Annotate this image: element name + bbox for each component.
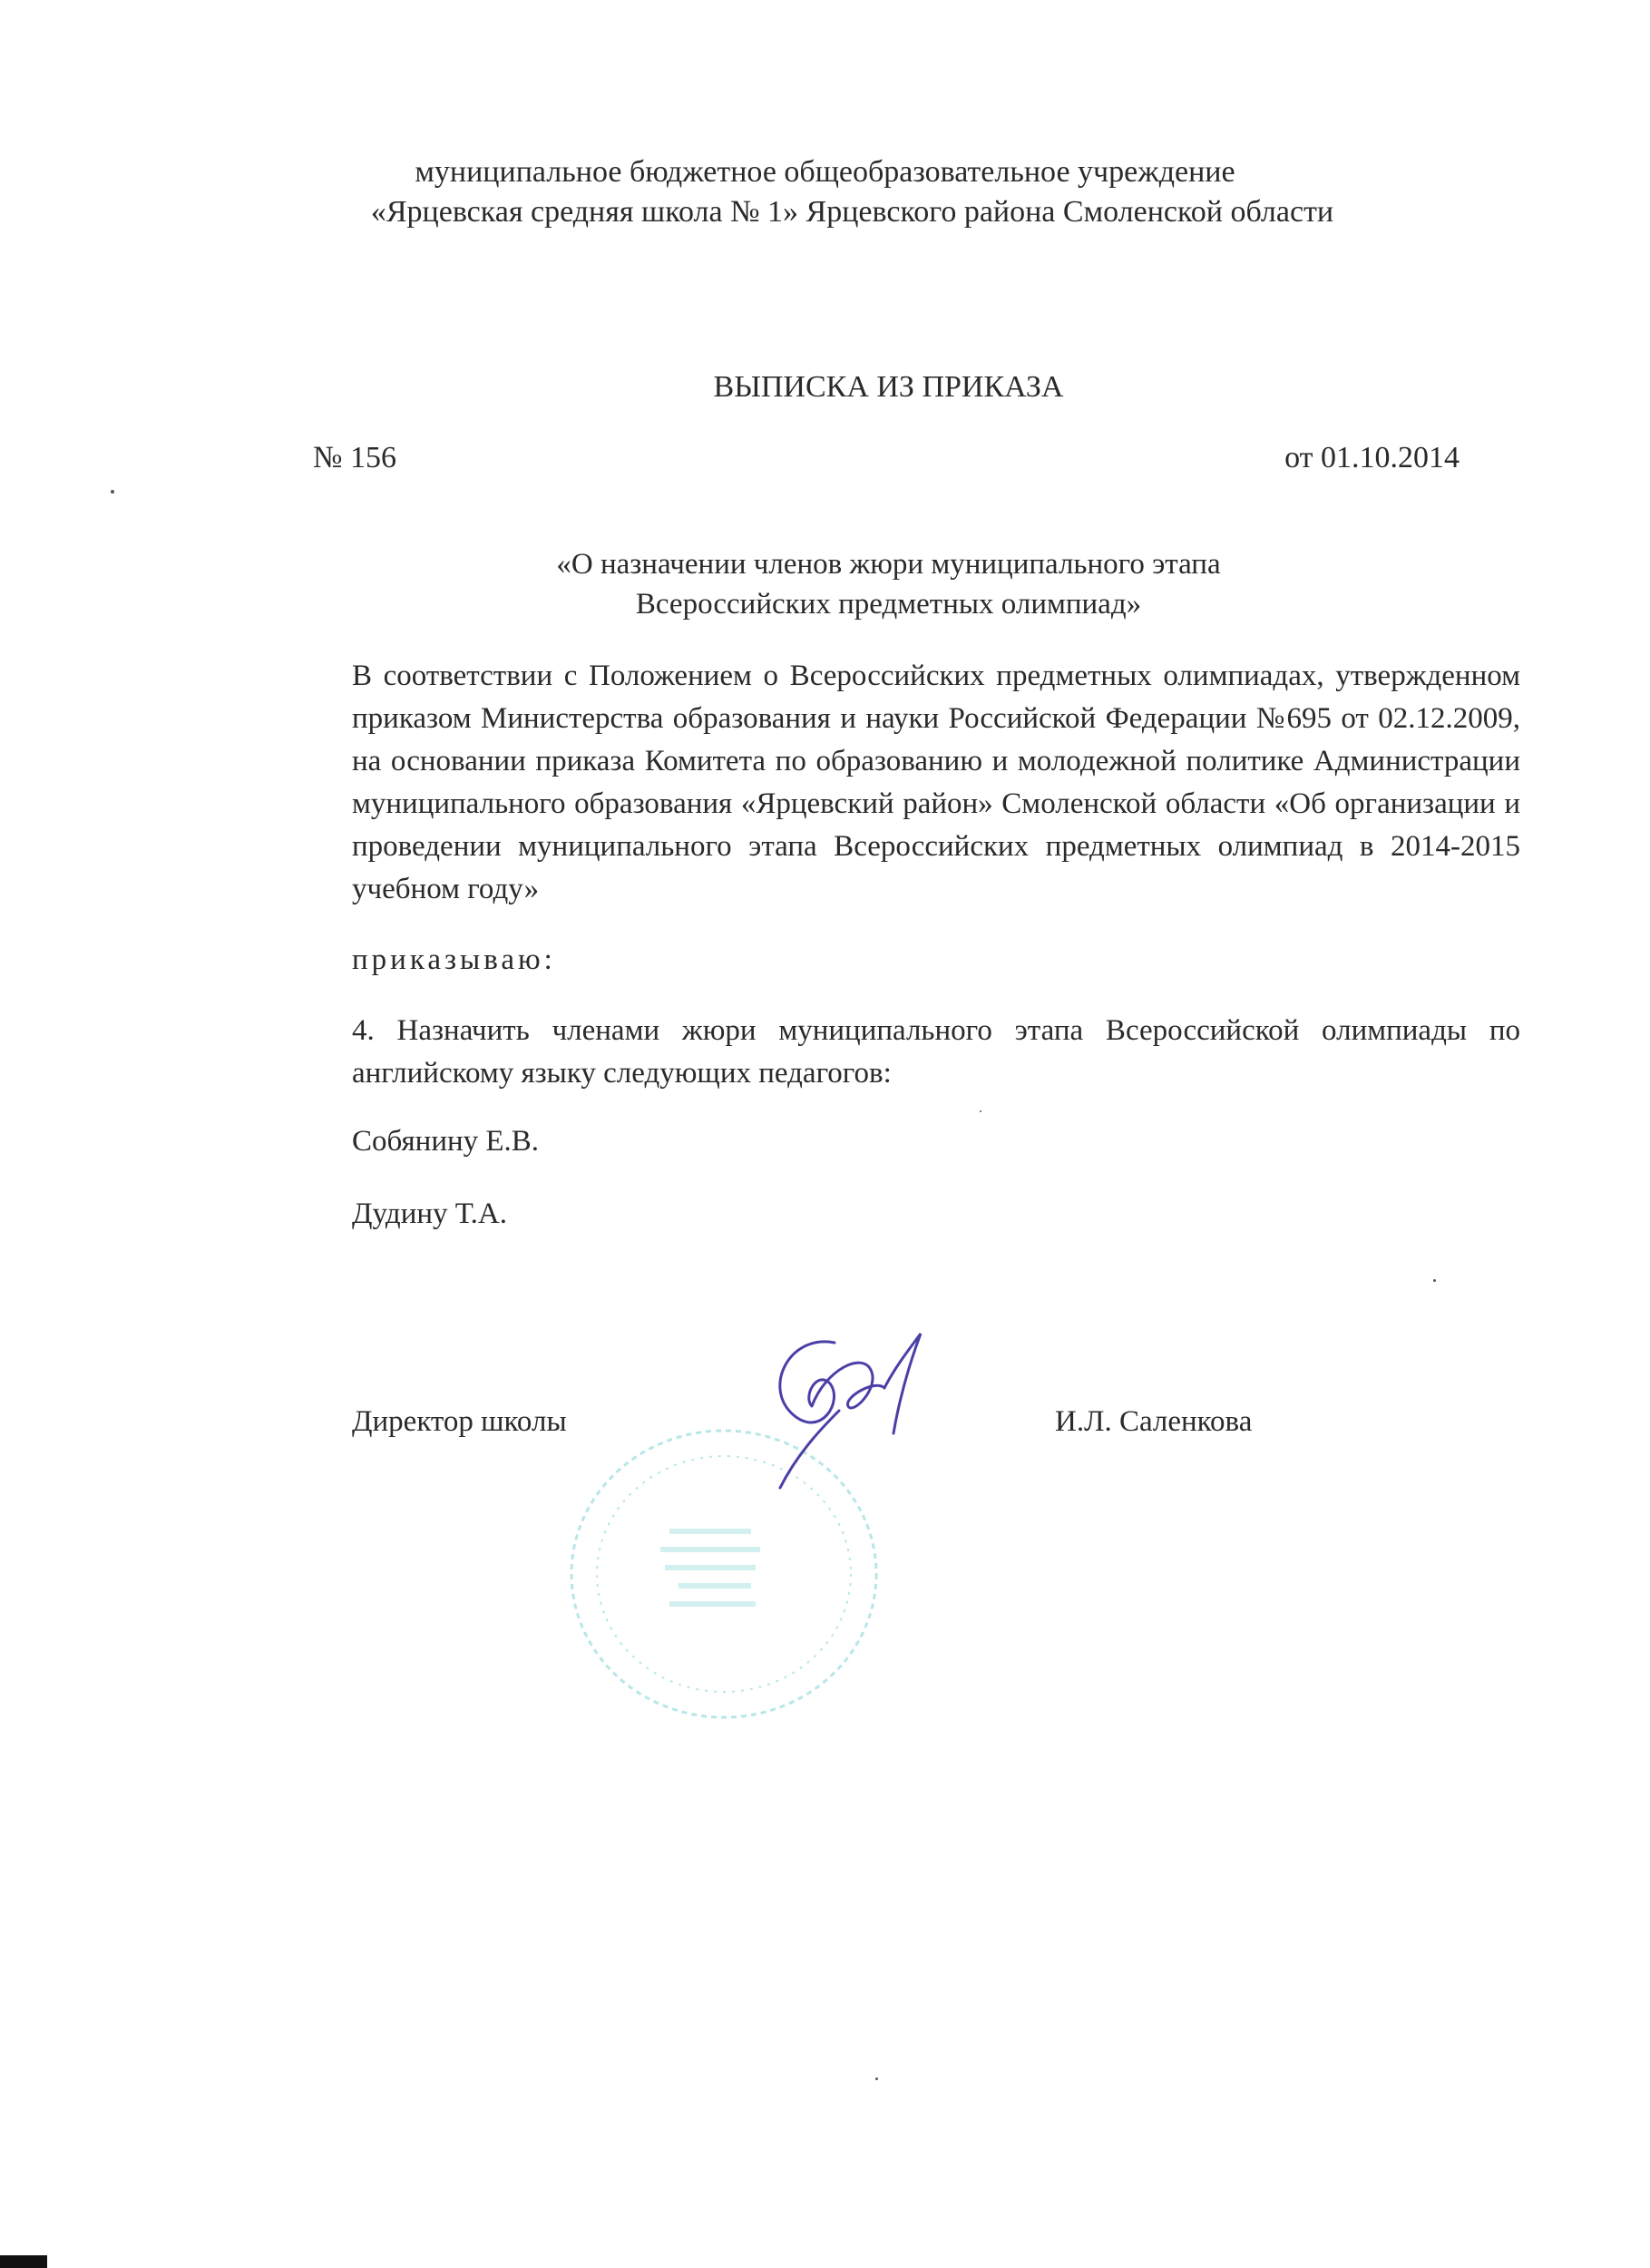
institution-line-1: муниципальное бюджетное общеобразовательное учреждение — [415, 155, 1235, 189]
subject-line-2: Всероссийских предметных олимпиад» — [635, 588, 1142, 621]
scan-speck — [111, 490, 114, 494]
order-date: от 01.10.2014 — [1284, 441, 1460, 474]
scan-speck — [875, 2077, 878, 2080]
institution-line-2: «Ярцевская средняя школа № 1» Ярцевского района Смоленской области — [370, 195, 1334, 229]
document-title: ВЫПИСКА ИЗ ПРИКАЗА — [713, 370, 1064, 404]
order-verb: приказываю: — [352, 943, 556, 976]
order-number: № 156 — [313, 441, 396, 474]
director-name: И.Л. Саленкова — [1055, 1405, 1253, 1438]
institution-header — [0, 152, 1650, 232]
scan-edge-mark — [0, 2255, 47, 2268]
director-position: Директор школы — [352, 1405, 567, 1438]
scan-speck — [1433, 1279, 1436, 1282]
jury-member-2: Дудину Т.А. — [352, 1198, 507, 1230]
scan-speck — [980, 1110, 981, 1112]
jury-member-1: Собянину Е.В. — [352, 1125, 540, 1158]
preamble-text: В соответствии с Положением о Всероссийских предметных олимпиадах, утвержденном приказом Министерства образования и науки Российской Федерации №695 от 02.12.2009, на основании приказа Комитета по образованию и молодежной политике Администрации муниципального образования «Ярцевский район» Смоленской области «Об организации и проведении муниципального этапа Всероссийских предметных олимпиад в 2014-2015 учебном году» — [352, 660, 1520, 905]
director-signature — [726, 1315, 943, 1497]
preamble-paragraph — [352, 655, 1520, 911]
order-point-4: 4. Назначить членами жюри муниципального этапа Всероссийской олимпиады по английскому языку следующих педагогов: — [352, 1014, 1520, 1090]
order-subject — [63, 544, 1650, 624]
subject-line-1: «О назначении членов жюри муниципального этапа — [556, 548, 1221, 581]
